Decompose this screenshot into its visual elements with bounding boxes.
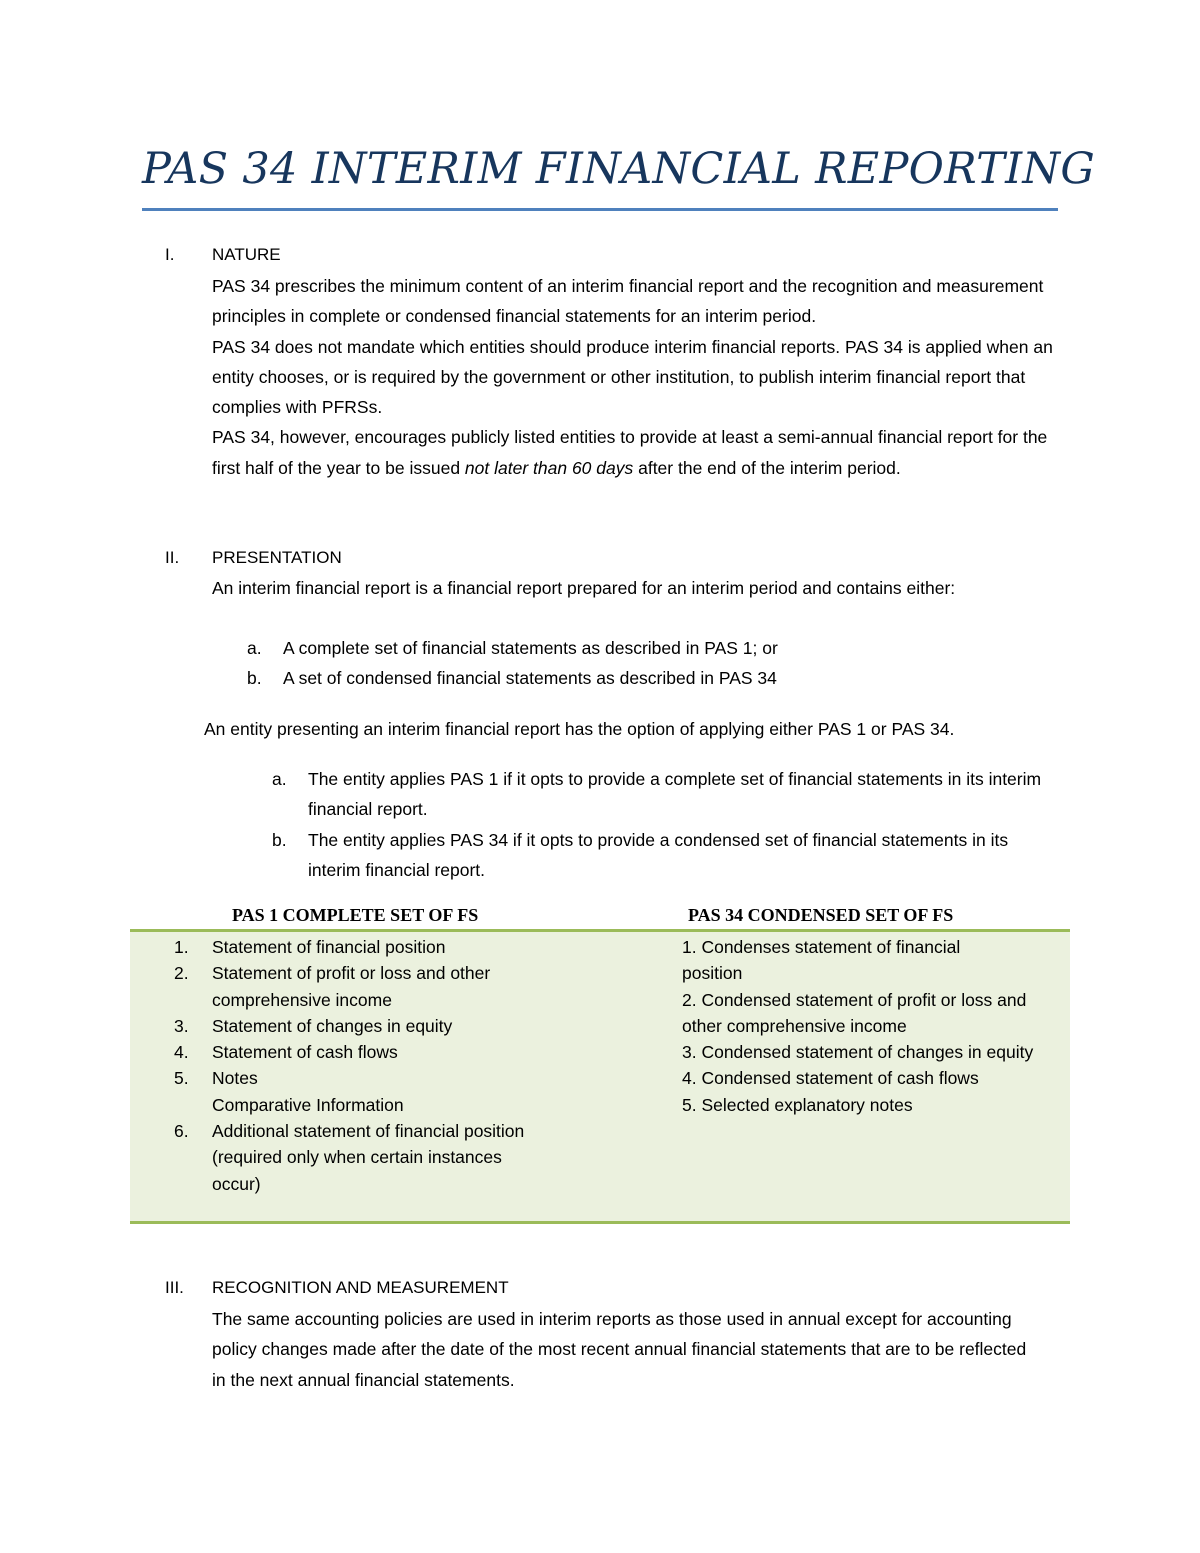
section-numeral-nature: I. [165,245,175,264]
nature-paragraph-1: PAS 34 prescribes the minimum content of an interim financial report and the recognition and measurement principles in complete or condensed financial statements for an interim period. [212,276,1044,327]
table-row [174,1065,594,1091]
section-heading-recognition: RECOGNITION AND MEASUREMENT [212,1278,509,1297]
row-number: 4. [174,1042,189,1063]
row-text: Statement of profit or loss and other comprehensive income [212,963,491,1010]
nature-paragraph-3-end: after the end of the interim period. [633,457,901,478]
row-text: Comparative Information [212,1094,404,1115]
table-row: 1. Condenses statement of financial position [682,937,961,984]
row-text: Additional statement of financial position (required only when certain instances occur) [212,1121,525,1194]
row-text: Statement of changes in equity [212,1015,453,1036]
page-title: PAS 34 INTERIM FINANCIAL REPORTING [142,144,1095,194]
row-number: 1. [174,937,189,957]
list-item [247,633,1027,663]
presentation-intro: An interim financial report is a financial report prepared for an interim period and contains either: [212,578,956,598]
table-row: 3. Condensed statement of changes in equity [682,1042,1034,1063]
table-row [174,1092,594,1118]
table-row [174,1039,594,1065]
row-number: 2. [174,963,189,984]
table-row [174,1013,594,1039]
row-text: Notes [212,1068,258,1089]
table-header-pas1: PAS 1 COMPLETE SET OF FS [232,905,479,925]
row-number: 6. [174,1121,189,1142]
row-text: Statement of cash flows [212,1042,398,1063]
table-row: 4. Condensed statement of cash flows [682,1068,979,1089]
section-numeral-recognition: III. [165,1278,184,1297]
section-numeral-presentation: II. [165,548,180,567]
nature-body [212,271,1072,483]
nature-paragraph-3-start: PAS 34, however, encourages publicly listed entities to provide at least a semi-annual financial report for the first half of the year to be issued [212,427,1048,478]
row-text: Statement of financial position [212,937,446,957]
list-item [247,663,1027,693]
pas1-items-column [174,934,594,1197]
presentation-applies-list [272,764,1062,885]
table-row [174,1118,552,1197]
list-item-text: The entity applies PAS 34 if it opts to provide a condensed set of financial statements in its interim financial report. [308,829,1009,880]
nature-paragraph-3 [212,422,1072,483]
section-heading-presentation: PRESENTATION [212,548,342,567]
table-top-border [130,929,1070,932]
table-row [174,934,594,960]
table-row: 2. Condensed statement of profit or loss and other comprehensive income [682,989,1027,1036]
list-item-text: A complete set of financial statements as described in PAS 1; or [283,638,778,658]
recognition-paragraph: The same accounting policies are used in interim reports as those used in annual except for accounting policy changes made after the date of the most recent annual financial statements that are to be reflected in the next annual financial statements. [212,1309,1027,1390]
presentation-options-list [247,633,1027,694]
nature-deadline-emphasis: not later than 60 days [464,457,634,478]
nature-paragraph-2: PAS 34 does not mandate which entities should produce interim financial reports. PAS 34 is applied when an entity chooses, or is required by the government or other institution, to publish interim financial report that complies with PFRSs. [212,336,1053,418]
row-number: 5. [174,1068,189,1089]
list-item-text: A set of condensed financial statements as described in PAS 34 [283,668,777,689]
list-item-text: The entity applies PAS 1 if it opts to provide a complete set of financial statements in its interim financial report. [308,769,1042,820]
table-row [174,960,594,1013]
table-header-pas34: PAS 34 CONDENSED SET OF FS [688,905,954,925]
section-heading-nature: NATURE [212,245,281,264]
list-marker: a. [247,638,262,658]
row-number: 3. [174,1015,189,1036]
pas34-items-column [682,934,1052,1118]
entity-option-text: An entity presenting an interim financial report has the option of applying either PAS 1 or PAS 34. [204,719,955,739]
list-marker: a. [272,769,287,789]
list-marker: b. [272,829,287,850]
table-row: 5. Selected explanatory notes [682,1094,913,1115]
title-underline [142,208,1058,211]
list-marker: b. [247,668,262,689]
table-bottom-border [130,1221,1070,1224]
list-item [272,764,1062,825]
list-item [272,825,1062,886]
